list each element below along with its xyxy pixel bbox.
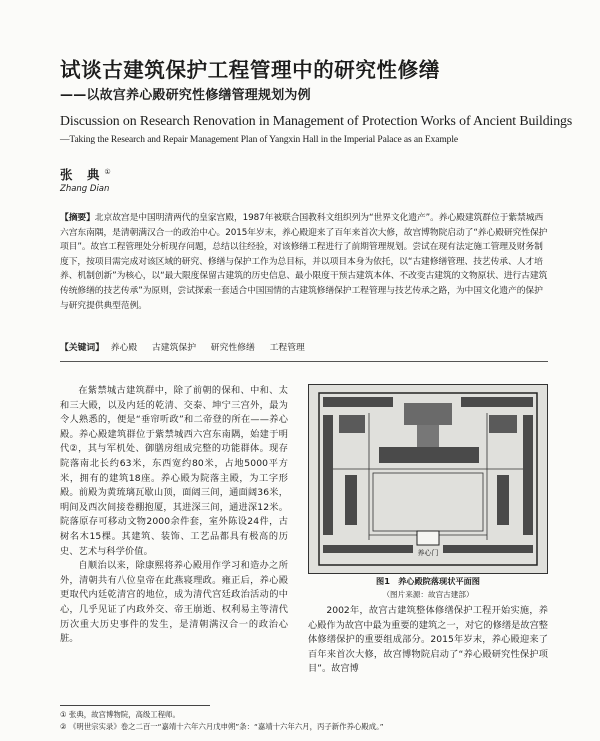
body-paragraph: 在紫禁城古建筑群中，除了前朝的保和、中和、太和三大殿，以及内廷的乾清、交泰、坤宁三宫外，最为令人熟悉的，便是“垂帘听政”和二帝登的所在——养心殿。养心殿建筑群位于紫禁城西六宫东南隅，始建于明代②，其与军机处、御膳房组成完整的功能群体。现存院落南北长约63米，东西宽约80米，占地5000平方米，拥有的建筑18座。养心殿为院落主殿，为工字形殿。前殿为黄琉璃瓦歇山顶，面阔三间，通面阔36米，明间及西次间接卷棚抱厦，其进深三间，通进深12米。院落原存可移动文物2000余件套，室外陈设24件，古树名木15棵。其建筑、装饰、工艺品都具有极高的历史、艺术与科学价值。 — [60, 385, 288, 557]
building — [489, 415, 517, 433]
main-hall — [379, 447, 479, 463]
title-en: Discussion on Research Renovation in Management of Protection Works of Ancient Buildings — [60, 113, 573, 128]
figure-caption: 图1 养心殿院落现状平面图 — [376, 576, 480, 586]
footnote-divider — [60, 705, 210, 706]
body-paragraph: 自顺治以来，除康熙将养心殿用作学习和造办之所外，清朝共有八位皇帝在此燕寝理政。雍正后，养心殿更取代内廷乾清宫的地位，成为清代宫廷政治活动的中心，几乎见证了内政外交、帝王崩逝、权利易主等清代历次重大历史事件的发生，是清朝满汉合一的政治心脏。 — [60, 560, 288, 645]
building — [461, 397, 533, 407]
author-name-cn — [60, 165, 111, 183]
footnote: ② 《明世宗实录》卷之二百一“嘉靖十六年六月戊申朔”条：“嘉靖十六年六月，丙子新作养心殿成。” — [60, 721, 384, 731]
keywords — [60, 340, 548, 353]
body-left-column — [60, 384, 288, 647]
subtitle-en: —Taking the Research and Repair Management Plan of Yangxin Hall in the Imperial Palace as an Example — [60, 135, 458, 145]
figure-source: （图片来源：故宫古建部） — [382, 590, 474, 599]
author-footnote-marker: ① — [104, 167, 111, 176]
building — [323, 397, 393, 407]
site-plan-figure — [308, 384, 548, 574]
south-row — [323, 545, 413, 553]
footnote: ① 张典，故宫博物院，高级工程师。 — [60, 710, 180, 719]
keyword: 古建筑保护 — [152, 343, 196, 353]
east-side-building — [523, 415, 533, 535]
body-right-column — [308, 604, 548, 677]
connecting-corridor — [417, 425, 439, 447]
east-wing — [497, 475, 509, 525]
title-cn: 试谈古建筑保护工程管理中的研究性修缮 — [60, 58, 440, 82]
gate-marker — [417, 531, 439, 545]
keyword: 工程管理 — [269, 343, 305, 353]
gate-label: 养心门 — [417, 549, 439, 557]
author-name-en: Zhang Dian — [60, 184, 110, 194]
south-row — [443, 545, 533, 553]
abstract-label: 【摘要】 — [60, 213, 95, 223]
subtitle-cn: ——以故宫养心殿研究性修缮管理规划为例 — [60, 88, 311, 103]
abstract-text: 北京故宫是中国明清两代的皇家宫殿，1987年被联合国教科文组织列为“世界文化遗产”。养心殿建筑群位于紫禁城西六宫东南隅，是清朝满汉合一的政治中心。2015年岁末，养心殿迎来了百年来首次大修，故宫博物院启动了“养心殿研究性保护项目”。故宫工程管理处分析现存问题，总结以往经验，对该修缮工程进行了前期管理规划。尝试在现有法定施工管理及财务制度下，按项目需完成对该区域的研究、修缮与保护工作为总目标，并以项目本身为依托，以“古建修缮管理、技艺传承、人才培养、机制创新”为核心，以“最大限度保留古建筑的历史信息、最小限度干预古建筑本体、不改变古建筑的文物原状、进行古建筑传统修缮的技艺传承”为原则，尝试探索一套适合中国国情的古建筑修缮保护工程管理与技艺传承之路，为中国文化遗产的保护与研究提供典型范例。 — [60, 213, 548, 311]
building — [339, 415, 365, 433]
abstract — [60, 211, 548, 313]
keyword: 养心殿 — [110, 343, 138, 353]
site-plan-drawing — [309, 385, 547, 573]
rear-hall — [404, 403, 452, 425]
keyword: 研究性修缮 — [210, 343, 255, 353]
section-divider — [60, 361, 548, 362]
author-name-text: 张 典 — [60, 167, 105, 182]
west-wing — [345, 475, 357, 525]
footnotes — [60, 709, 548, 732]
keywords-label: 【关键词】 — [60, 343, 104, 353]
body-paragraph: 2002年，故宫古建筑整体修缮保护工程开始实施，养心殿作为故宫中最为重要的建筑之一，对它的修缮是故宫整体修缮保护的重要组成部分。2015年岁末，养心殿迎来了百年来首次大修，故宫博物院启动了“养心殿研究性保护项目”。故宫博 — [308, 605, 548, 675]
west-side-building — [323, 415, 333, 535]
